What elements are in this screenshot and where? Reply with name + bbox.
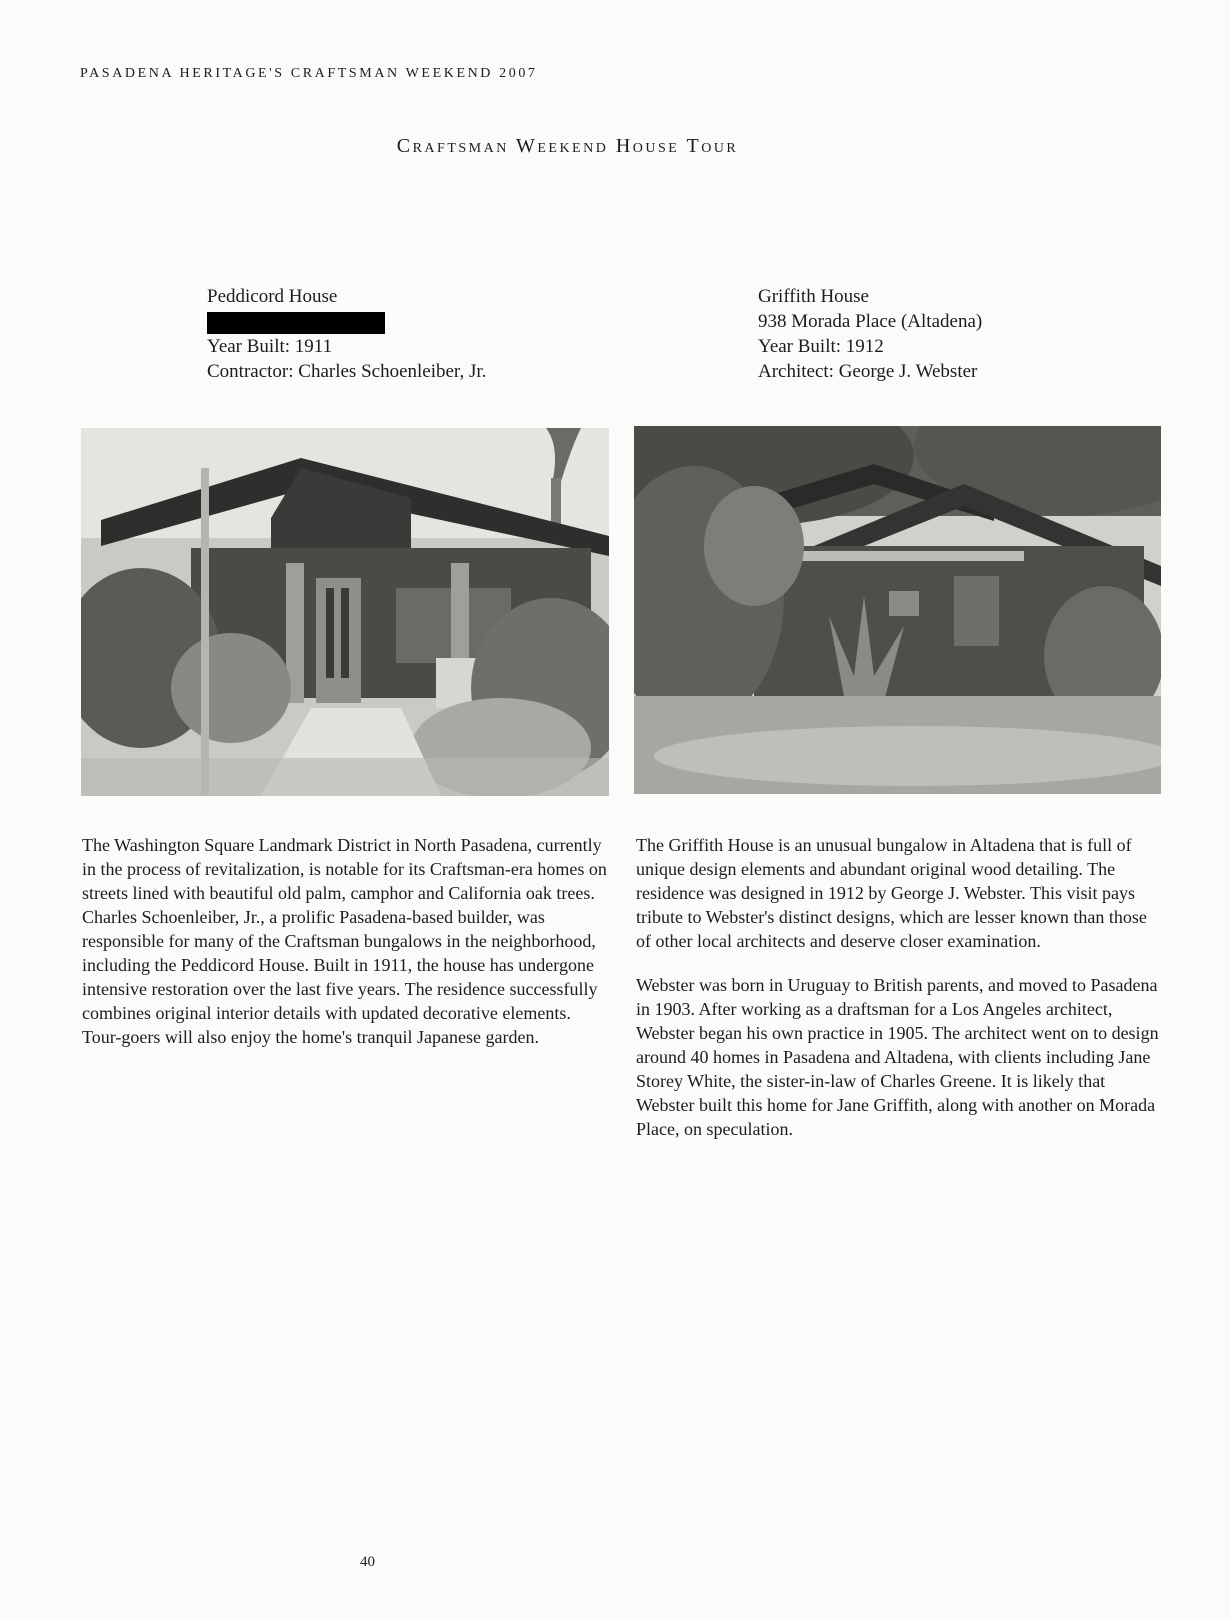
- redacted-address: [207, 309, 486, 334]
- house-name: Peddicord House: [207, 286, 338, 307]
- page-number: 40: [360, 1554, 375, 1570]
- builder: Architect: George J. Webster: [758, 361, 978, 382]
- house-meta-griffith: [758, 284, 982, 384]
- house-address: 938 Morada Place (Altadena): [758, 311, 983, 332]
- paragraph: The Washington Square Landmark District in North Pasadena, currently in the process of revitalization, is notable for its Craftsman-era homes on streets lined with beautiful old palm, camphor and California oak trees. Charles Schoenleiber, Jr., a prolific Pasadena-based builder, was responsible for many of the Craftsman bungalows in the neighborhood, including the Peddicord House. Built in 1911, the house has undergone intensive restoration over the last five years. The residence successfully combines original interior details with updated decorative elements. Tour-goers will also enjoy the home's tranquil Japanese garden.: [82, 835, 607, 1047]
- section-title: Craftsman Weekend House Tour: [396, 135, 739, 157]
- house-meta-peddicord: [207, 284, 486, 384]
- house-photo-griffith: [634, 426, 1161, 794]
- year-built: Year Built: 1911: [207, 336, 333, 357]
- house-photo-peddicord: [81, 428, 609, 796]
- builder: Contractor: Charles Schoenleiber, Jr.: [207, 361, 487, 382]
- paragraph: The Griffith House is an unusual bungalow in Altadena that is full of unique design elements and abundant original wood detailing. The residence was designed in 1912 by George J. Webster. This visit pays tribute to Webster's distinct designs, which are lesser known than those of other local architects and deserve closer examination.: [636, 835, 1147, 951]
- article-peddicord: [82, 833, 612, 1069]
- house-name: Griffith House: [758, 286, 869, 307]
- article-griffith: [636, 833, 1166, 1161]
- paragraph: Webster was born in Uruguay to British parents, and moved to Pasadena in 1903. After working as a draftsman for a Los Angeles architect, Webster began his own practice in 1905. The architect went on to design around 40 homes in Pasadena and Altadena, with clients including Jane Storey White, the sister-in-law of Charles Greene. It is likely that Webster built this home for Jane Griffith, along with another on Morada Place, on speculation.: [636, 975, 1159, 1139]
- running-head: PASADENA HERITAGE'S CRAFTSMAN WEEKEND 2007: [80, 66, 538, 81]
- year-built: Year Built: 1912: [758, 336, 884, 357]
